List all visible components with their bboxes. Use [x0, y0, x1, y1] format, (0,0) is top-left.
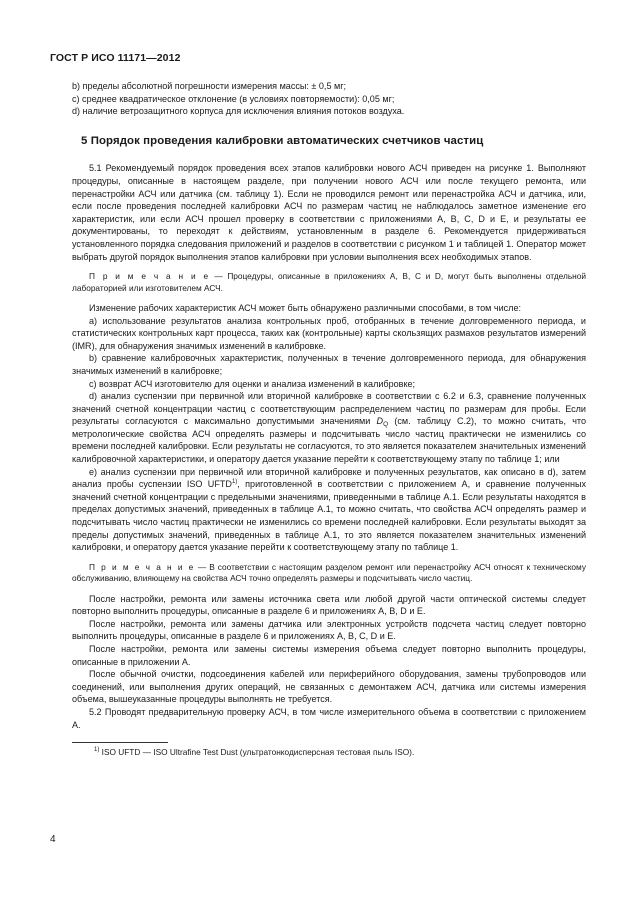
paragraph-change: Изменение рабочих характеристик АСЧ может быть обнаружено различными способами, в том числе:	[89, 302, 522, 313]
footnote-mark: 1)	[94, 747, 100, 754]
document-header: ГОСТ Р ИСО 11171—2012	[50, 52, 181, 64]
list-item-c: c) среднее квадратическое отклонение (в условиях повторяемости): 0,05 мг;	[72, 93, 395, 104]
note-label: П р и м е ч а н и е	[89, 271, 210, 282]
page-number: 4	[50, 834, 56, 845]
list-item-d: d) наличие ветрозащитного корпуса для исключения влияния потоков воздуха.	[72, 106, 405, 117]
note-text: — Процедуры, описанные в приложениях А, В, С и D, могут быть выполнены отдельной лабораторией или изготовителем АСЧ.	[72, 271, 587, 293]
list-item-b: b) пределы абсолютной погрешности измерения массы: ± 0,5 мг;	[72, 81, 347, 91]
note-1	[72, 271, 586, 294]
change-item-e	[72, 466, 586, 554]
item-d-text-2: (см. таблицу С.2), то можно считать, что метрологические свойства АСЧ определять размеры и подсчитывать число частиц практически не изменились со времени последней калибровки. Если результаты не согласуются, то это является показателем значительных изменений калибровочной характеристики, и оператору дается указание перейти к соответствующему этапу по таблице 1; или	[72, 416, 586, 465]
paragraph-5-1: 5.1 Рекомендуемый порядок проведения всех этапов калибровки нового АСЧ приведен на рисунке 1. Выполняют процедуры, описанные в настоящем разделе, при получении нового АСЧ или после текущего ремонта, или перенастройки АСЧ или датчика (см. таблицу 1). Если не проводился ремонт или перенастройка АСЧ и датчика, или, если после проведения последней калибровки АСЧ по размерам частиц не наблюдалось заметное изменение его характеристик, или если АСЧ прошел проверку в соответствии с приложениями A, B, C, D и E, и результаты ее документированы, то переходят к действиям, установленным в разделе 6. Рекомендуется придерживаться установленного порядка следования приложений и разделов в соответствии с рисунком 1 и таблицей 1. Оператор может выбрать другой порядок выполнения этапов калибровки при условии выполнения всех необходимых этапов.	[72, 163, 586, 262]
footnote-divider	[72, 742, 168, 743]
variable-d-subscript: Q	[383, 421, 389, 429]
change-item-c: с) возврат АСЧ изготовителю для оценки и анализа изменений в калибровке;	[89, 378, 416, 389]
item-d-text-1: d) анализ суспензии при первичной или вторичной калибровке в соответствии с 6.2 и 6.3, сравнение полученных значений счетной концентрации частиц с соответствующим распределением частиц по размерам для пробы. Если результаты согласуются с максимально допустимыми значениями	[72, 391, 586, 427]
change-item-b: b) сравнение калибровочных характеристик, полученных в течение долговременного периода, для обнаружения значимых изменений в калибровке;	[72, 353, 586, 376]
note-text: — В соответствии с настоящим разделом ремонт или перенастройку АСЧ относят к техническому обслуживанию, влияющему на свойства АСЧ точно определять размеры и подсчитывать число частиц.	[72, 561, 586, 584]
footnote	[72, 747, 586, 758]
paragraph-5-2: 5.2 Проводят предварительную проверку АСЧ, в том числе измерительного объема в соответствии с приложением А.	[72, 706, 586, 730]
item-e-text-1: е) анализ суспензии при первичной или вторичной калибровке и полученных результатов, как описано в d), затем анализ пробы суспензии ISO UFTD	[72, 466, 586, 490]
note-label: П р и м е ч а н и е	[89, 561, 195, 572]
paragraph-after-2: После настройки, ремонта или замены датчика или электронных устройств подсчета частиц следует повторно выполнить процедуры, описанные в разделе 6 и приложениях А, В, С, D и Е.	[72, 618, 586, 642]
item-e-text-2: , приготовленной в соответствии с приложением А, и сравнение полученных значений счетной концентрации с предельными значениями, приведенными в таблице А.1. Если результаты находятся в пределах допустимых значений, приведенных в таблице А.1, то можно считать, что свойства АСЧ определять размер и подсчитывать число частиц практически не изменились со времени последней калибровки. Если результаты выходят за пределы допустимых значений, приведенных в таблице А.1, то это является показателем значительных изменений калибровки, и оператору дается указание перейти к соответствующему этапу по таблице 1.	[72, 479, 586, 553]
document-body	[72, 80, 586, 758]
change-item-d	[72, 390, 586, 466]
variable-d: D	[376, 416, 384, 427]
section-heading: 5 Порядок проведения калибровки автоматических счетчиков частиц	[81, 134, 484, 147]
footnote-reference[interactable]: 1)	[231, 479, 238, 486]
paragraph-after-4: После обычной очистки, подсоединения кабелей или периферийного оборудования, замены трубопроводов или соединений, или выполнения других операций, не связанных с демонтажем АСЧ, датчика или системы измерения объема, вышеуказанные процедуры выполнять не требуется.	[72, 669, 586, 705]
change-item-a: а) использование результатов анализа контрольных проб, отобранных в течение долговременного периода, и статистических контрольных карт процесса, таких как (контрольные) карты скользящих размахов результатов измерений (IMR), для обнаружения значимых изменений в калибровке.	[72, 315, 586, 351]
note-2	[72, 562, 586, 585]
paragraph-after-3: После настройки, ремонта или замены системы измерения объема следует повторно выполнить процедуры, описанные в приложении А.	[72, 644, 586, 667]
footnote-text: ISO UFTD — ISO Ultrafine Test Dust (ультратонкодисперсная тестовая пыль ISO).	[99, 747, 415, 758]
paragraph-after-1: После настройки, ремонта или замены источника света или любой другой части оптической системы следует повторно выполнить процедуры, описанные в разделе 6 и приложениях А, В, D и Е.	[72, 593, 586, 617]
